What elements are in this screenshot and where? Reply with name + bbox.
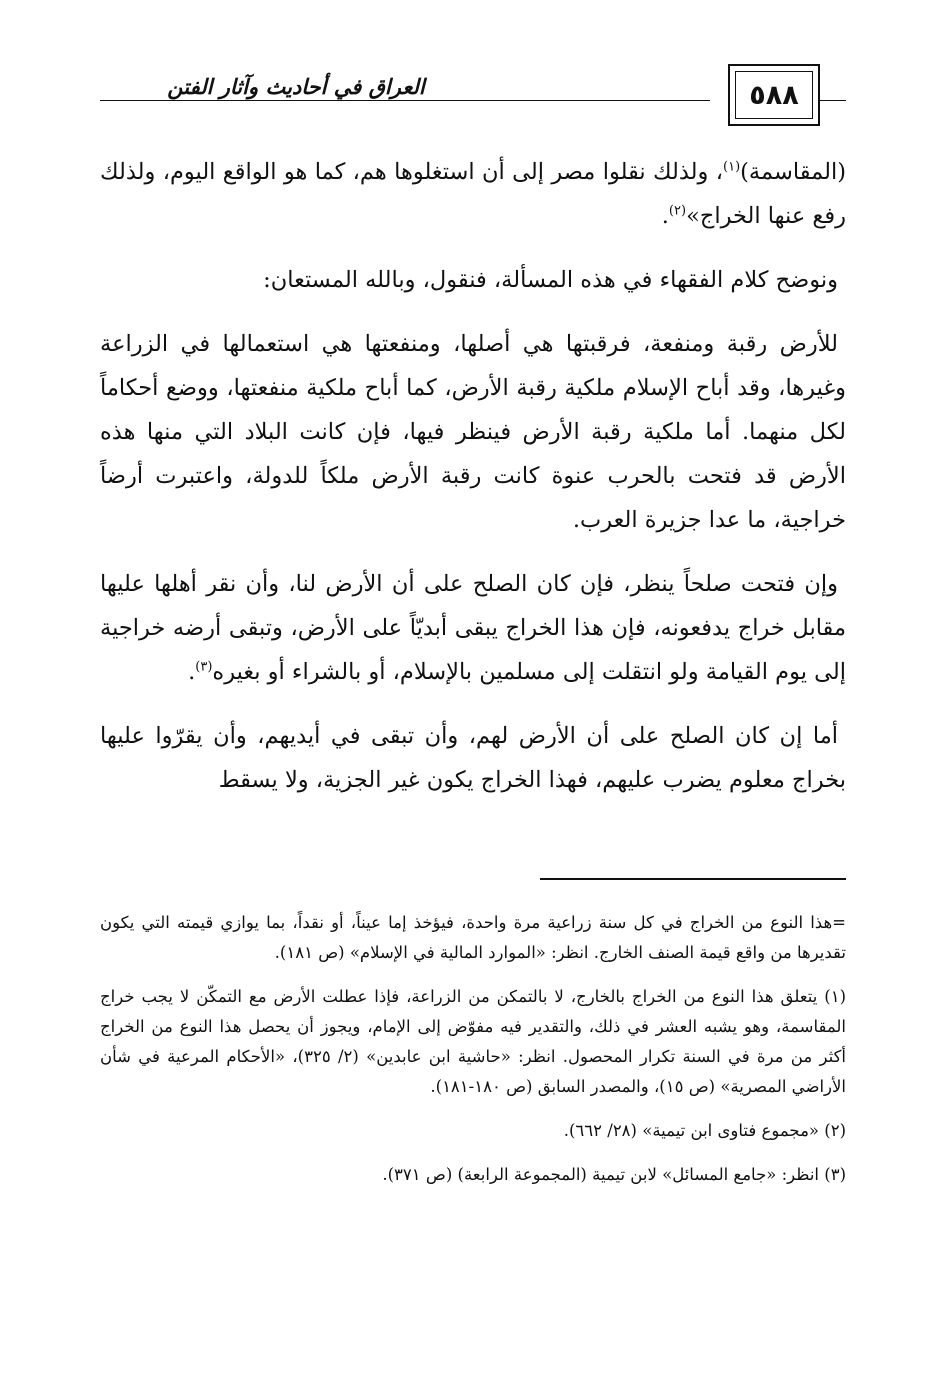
- paragraph: ونوضح كلام الفقهاء في هذه المسألة، فنقول، وبالله المستعان:: [263, 267, 838, 293]
- paragraph: [100, 150, 846, 238]
- footnote: =هذا النوع من الخراج في كل سنة زراعية مرة واحدة، فيؤخذ إما عيناً، أو نقداً، بما يوازي قيمته التي يكون تقديرها من واقع قيمة الصنف الخارج. انظر: «الموارد المالية في الإسلام» (ص ١٨١).: [100, 913, 846, 962]
- footnote: (١) يتعلق هذا النوع من الخراج بالخارج، لا بالتمكن من الزراعة، فإذا عطلت الأرض مع التمكّن لا يجب خراج المقاسمة، وهو يشبه العشر في ذلك، والتقدير فيه مفوّض إلى الإمام، ويجوز أن يحصل هذا النوع من الخراج أكثر من مرة في السنة تكرار المحصول. انظر: «حاشية ابن عابدين» (٢/ ٣٢٥)، «الأحكام المرعية في شأن الأراضي المصرية» (ص ١٥)، والمصدر السابق (ص ١٨٠-١٨١).: [100, 987, 847, 1096]
- paragraph-text: ، ولذلك نقلوا مصر إلى أن استغلوها هم، كما هو الواقع اليوم، ولذلك رفع عنها الخراج»: [100, 159, 846, 229]
- footnote-ref: (٢): [668, 203, 687, 219]
- paragraph-text: .: [661, 203, 669, 229]
- page-number: ٥٨٨: [735, 71, 813, 119]
- footnote: (٣) انظر: «جامع المسائل» لابن تيمية (المجموعة الرابعة) (ص ٣٧١).: [382, 1165, 846, 1184]
- paragraph: أما إن كان الصلح على أن الأرض لهم، وأن تبقى في أيديهم، وأن يقرّوا عليها بخراج معلوم يضرب عليهم، فهذا الخراج يكون غير الجزية، ولا يسقط: [100, 723, 846, 793]
- footnote-ref: (١): [723, 159, 741, 175]
- paragraph-text: (المقاسمة): [740, 159, 846, 185]
- header-rule-right: [820, 100, 846, 101]
- footnotes: [100, 908, 846, 1204]
- footnote-ref: (٣): [195, 659, 213, 675]
- page-header: [100, 62, 846, 142]
- body-text: [100, 150, 846, 822]
- page-number-frame: [728, 64, 820, 126]
- header-rule-left: [100, 100, 710, 101]
- footnote: (٢) «مجموع فتاوى ابن تيمية» (٢٨/ ٦٦٢).: [563, 1121, 846, 1140]
- running-title: العراق في أحاديث وآثار الفتن: [140, 74, 452, 99]
- paragraph: [100, 562, 846, 694]
- footnote-separator: [540, 878, 846, 880]
- paragraph-text: .: [188, 659, 196, 685]
- paragraph-text: وإن فتحت صلحاً ينظر، فإن كان الصلح على أن الأرض لنا، وأن نقر أهلها عليها مقابل خراج يدفعونه، فإن هذا الخراج يبقى أبديّاً على الأرض، وتبقى أرضه خراجية إلى يوم القيامة ولو انتقلت إلى مسلمين بالإسلام، أو بالشراء أو بغيره: [100, 571, 846, 685]
- paragraph: للأرض رقبة ومنفعة، فرقبتها هي أصلها، ومنفعتها هي استعمالها في الزراعة وغيرها، وقد أباح الإسلام ملكية رقبة الأرض، كما أباح ملكية منفعتها، ووضع أحكاماً لكل منهما. أما ملكية رقبة الأرض فينظر فيها، فإن كانت البلاد التي منها هذه الأرض قد فتحت بالحرب عنوة كانت رقبة الأرض ملكاً للدولة، واعتبرت أرضاً خراجية، ما عدا جزيرة العرب.: [100, 331, 846, 533]
